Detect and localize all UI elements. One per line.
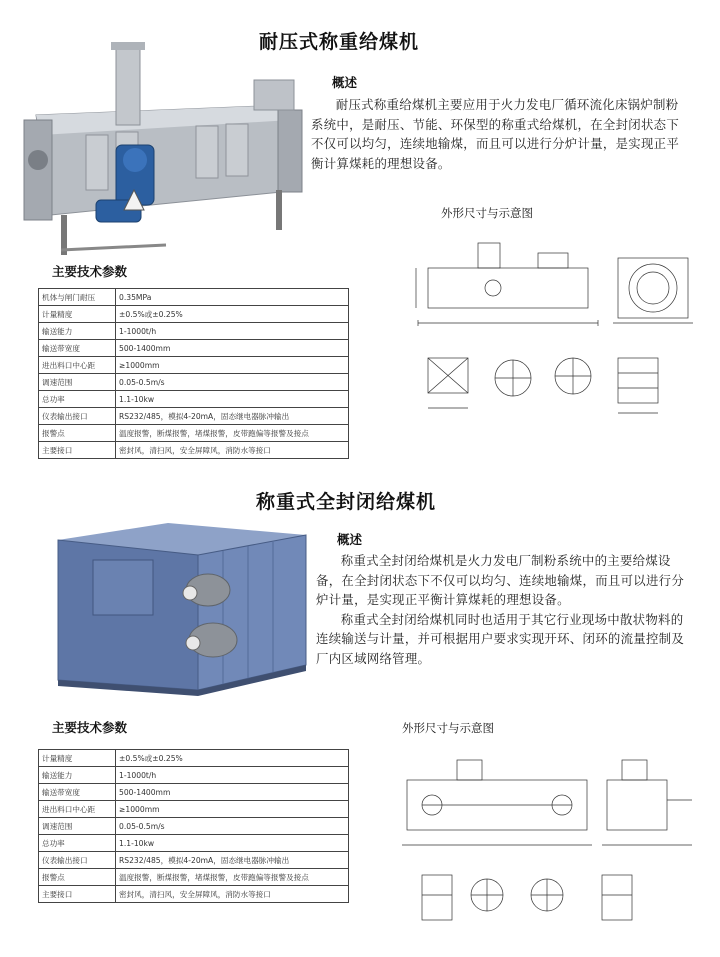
- spec-value: 温度报警，断煤报警，堵煤报警，皮带跑偏等报警及接点: [116, 869, 349, 886]
- spec-label: 机体与闸门耐压: [39, 289, 116, 306]
- spec-row: [39, 784, 349, 801]
- spec-value: 1-1000t/h: [116, 767, 349, 784]
- spec-label: 进出料口中心距: [39, 357, 116, 374]
- spec-value: RS232/485，模拟4-20mA，固态继电器脉冲输出: [116, 408, 349, 425]
- spec-value: 500-1400mm: [116, 340, 349, 357]
- spec-value: ≥1000mm: [116, 801, 349, 818]
- spec-label: 总功率: [39, 835, 116, 852]
- section2-diagram-caption: 外形尺寸与示意图: [402, 721, 494, 735]
- section2-overview-heading: 概述: [337, 532, 363, 547]
- spec-value: 密封风，清扫风，安全屏障风，消防水等接口: [116, 442, 349, 459]
- spec-value: 0.05-0.5m/s: [116, 818, 349, 835]
- spec-row: [39, 869, 349, 886]
- spec-label: 报警点: [39, 425, 116, 442]
- section1-specs-table: [38, 288, 349, 459]
- spec-row: [39, 767, 349, 784]
- spec-label: 输送能力: [39, 323, 116, 340]
- section2-specs-table: [38, 749, 349, 903]
- spec-label: 计量精度: [39, 306, 116, 323]
- spec-row: [39, 852, 349, 869]
- section1-overview-paragraph: 耐压式称重给煤机主要应用于火力发电厂循环流化床锅炉制粉系统中，是耐压、节能、环保型的称重式给煤机，在全封闭状态下不仅可以均匀，连续地输煤，而且可以进行分炉计量，是实现正平衡计算煤耗的理想设备。: [311, 97, 680, 171]
- spec-label: 输送带宽度: [39, 784, 116, 801]
- spec-row: [39, 391, 349, 408]
- spec-row: [39, 801, 349, 818]
- section1-overview: [311, 95, 689, 173]
- section2-dimension-drawing: [392, 745, 702, 935]
- spec-row: [39, 323, 349, 340]
- spec-value: ≥1000mm: [116, 357, 349, 374]
- spec-row: [39, 835, 349, 852]
- spec-row: [39, 374, 349, 391]
- spec-row: [39, 886, 349, 903]
- spec-value: 500-1400mm: [116, 784, 349, 801]
- spec-label: 总功率: [39, 391, 116, 408]
- spec-label: 输送带宽度: [39, 340, 116, 357]
- section2-overview: [316, 551, 694, 668]
- spec-label: 调速范围: [39, 818, 116, 835]
- spec-label: 仪表输出接口: [39, 852, 116, 869]
- spec-row: [39, 357, 349, 374]
- spec-row: [39, 340, 349, 357]
- section2-title: 称重式全封闭给煤机: [256, 491, 437, 513]
- spec-row: [39, 408, 349, 425]
- spec-value: ±0.5%或±0.25%: [116, 750, 349, 767]
- spec-value: RS232/485，模拟4-20mA，固态继电器脉冲输出: [116, 852, 349, 869]
- spec-value: 0.05-0.5m/s: [116, 374, 349, 391]
- spec-row: [39, 306, 349, 323]
- section2-overview-paragraph-1: 称重式全封闭给煤机是火力发电厂制粉系统中的主要给煤设备，在全封闭状态下不仅可以均匀、连续地输煤，而且可以进行分炉计量，是实现正平衡计算煤耗的理想设备。: [316, 553, 685, 607]
- spec-row: [39, 818, 349, 835]
- spec-value: 温度报警，断煤报警，堵煤报警，皮带跑偏等报警及接点: [116, 425, 349, 442]
- section1-specs-heading: 主要技术参数: [52, 264, 128, 279]
- spec-label: 调速范围: [39, 374, 116, 391]
- spec-row: [39, 750, 349, 767]
- spec-value: ±0.5%或±0.25%: [116, 306, 349, 323]
- spec-label: 计量精度: [39, 750, 116, 767]
- spec-label: 输送能力: [39, 767, 116, 784]
- section1-overview-heading: 概述: [332, 75, 358, 90]
- section1-diagram-caption: 外形尺寸与示意图: [441, 206, 533, 220]
- spec-value: 密封风，清扫风，安全屏障风，消防水等接口: [116, 886, 349, 903]
- spec-label: 进出料口中心距: [39, 801, 116, 818]
- section2-specs-heading: 主要技术参数: [52, 720, 128, 735]
- machine2-photo: [38, 515, 318, 700]
- section1-dimension-drawing: [408, 228, 708, 428]
- spec-label: 仪表输出接口: [39, 408, 116, 425]
- spec-label: 报警点: [39, 869, 116, 886]
- spec-row: [39, 442, 349, 459]
- spec-value: 1-1000t/h: [116, 323, 349, 340]
- spec-label: 主要接口: [39, 886, 116, 903]
- section2-overview-paragraph-2: 称重式全封闭给煤机同时也适用于其它行业现场中散状物料的连续输送与计量，并可根据用户要求实现开环、闭环的流量控制及厂内区域网络管理。: [316, 611, 685, 666]
- spec-row: [39, 425, 349, 442]
- spec-value: 1.1-10kw: [116, 835, 349, 852]
- spec-value: 1.1-10kw: [116, 391, 349, 408]
- section1-title: 耐压式称重给煤机: [259, 31, 420, 53]
- spec-row: [39, 289, 349, 306]
- machine1-photo: [16, 40, 316, 270]
- spec-label: 主要接口: [39, 442, 116, 459]
- spec-value: 0.35MPa: [116, 289, 349, 306]
